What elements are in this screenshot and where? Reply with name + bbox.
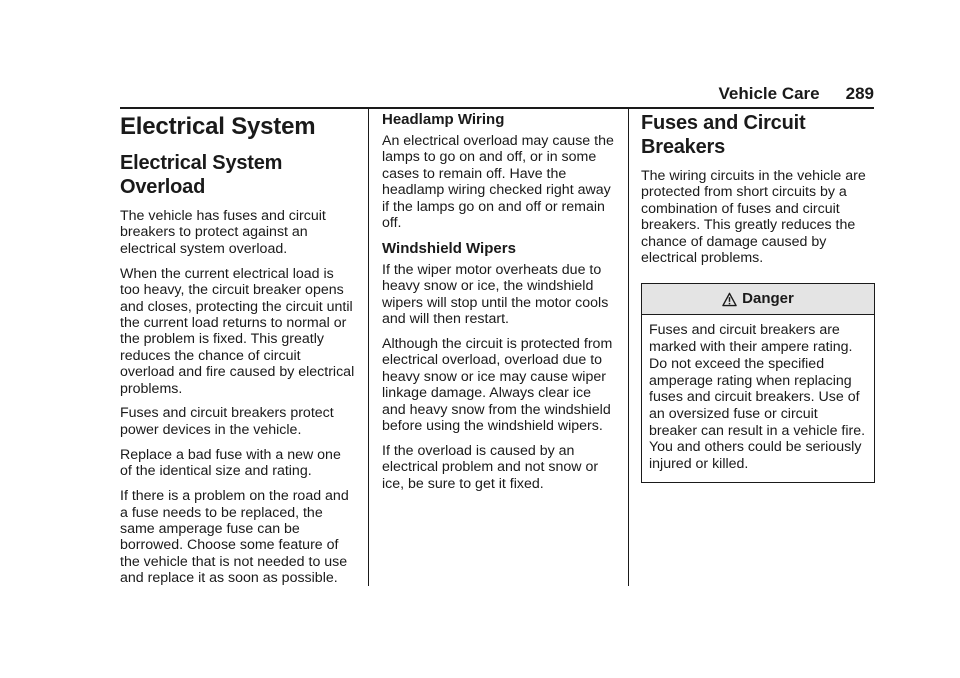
warning-triangle-icon: [722, 292, 737, 307]
paragraph: If the overload is caused by an electrical problem and not snow or ice, be sure to get it fixed.: [382, 443, 599, 492]
paragraph: If there is a problem on the road and a fuse needs to be replaced, the same amperage fuse can be borrowed. Choose some feature of the vehicle that is not needed to use and replace it as soon as possible.: [120, 488, 349, 587]
column-divider: [368, 108, 369, 586]
danger-header: [642, 284, 874, 315]
column-right: [641, 108, 875, 483]
paragraph: The wiring circuits in the vehicle are protected from short circuits by a combination of fuses and circuit breakers. This greatly reduces the chance of damage caused by electrical problems.: [641, 168, 866, 267]
page-header: [120, 82, 874, 109]
fuses-heading: Fuses and Circuit Breakers: [641, 112, 806, 158]
paragraph: Fuses and circuit breakers protect power devices in the vehicle.: [120, 405, 334, 438]
paragraph: Replace a bad fuse with a new one of the identical size and rating.: [120, 446, 341, 480]
subsection-heading: Electrical System Overload: [120, 152, 283, 198]
headlamp-wiring-heading: Headlamp Wiring: [382, 111, 505, 128]
danger-label: Danger: [742, 290, 794, 308]
column-left: [120, 108, 356, 595]
paragraph: The vehicle has fuses and circuit breakers to protect against an electrical system overload.: [120, 208, 326, 257]
paragraph: If the wiper motor overheats due to heavy snow or ice, the windshield wipers will stop until the motor cools and will then restart.: [382, 261, 609, 328]
section-heading: Electrical System: [120, 113, 316, 140]
paragraph: An electrical overload may cause the lamps to go on and off, or in some cases to remain off. Have the headlamp wiring checked right away if the lamps go on and off or remain off.: [382, 133, 614, 232]
danger-box: [641, 283, 875, 482]
danger-text: Fuses and circuit breakers are marked with their ampere rating. Do not exceed the specified amperage rating when replacing fuses and circuit breakers. Use of an oversized fuse or circuit breaker can result in a vehicle fire. You and others could be seriously injured or killed.: [649, 322, 866, 473]
paragraph: Although the circuit is protected from electrical overload, overload due to heavy snow or ice may cause wiper linkage damage. Always clear ice and heavy snow from the windshield before using the windshield wipers.: [382, 336, 613, 435]
paragraph: When the current electrical load is too heavy, the circuit breaker opens and closes, protecting the circuit until the current load returns to normal or the problem is fixed. This greatly reduces the chance of circuit overload and fire caused by electrical problems.: [120, 265, 355, 397]
windshield-wipers-heading: Windshield Wipers: [382, 239, 516, 257]
page-number: 289: [845, 84, 874, 103]
section-title: Vehicle Care: [718, 84, 820, 103]
column-middle: [382, 108, 618, 501]
column-divider: [628, 108, 629, 586]
